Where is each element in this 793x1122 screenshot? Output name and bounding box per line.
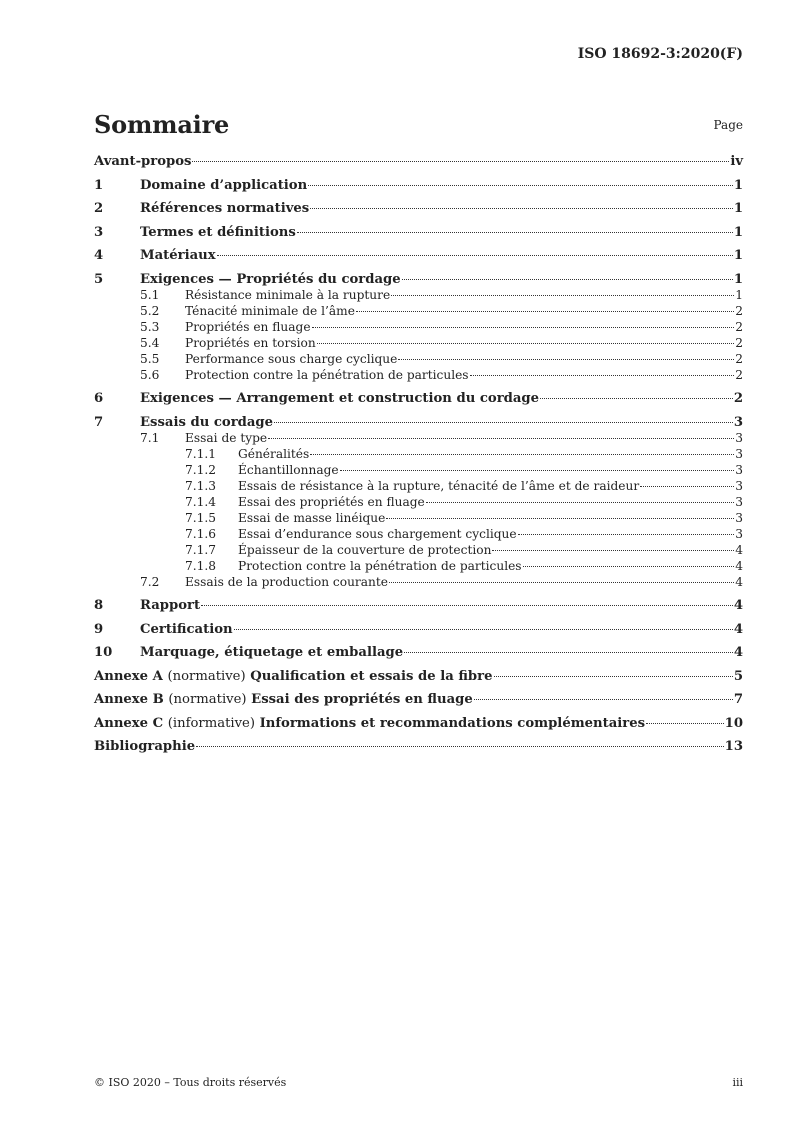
dot-leader bbox=[297, 232, 733, 233]
toc-entry[interactable] bbox=[94, 447, 743, 463]
toc-entry-label: Échantillonnage bbox=[238, 462, 339, 477]
toc-entry-number: 8 bbox=[94, 598, 104, 613]
dot-leader bbox=[389, 582, 734, 583]
toc-entry[interactable] bbox=[94, 511, 743, 527]
dot-leader bbox=[646, 723, 724, 724]
document-code: ISO 18692-3:2020(F) bbox=[577, 46, 743, 62]
toc-entry-number: 5.5 bbox=[140, 351, 160, 366]
toc-entry[interactable] bbox=[94, 739, 743, 755]
dot-leader bbox=[217, 255, 733, 256]
toc-entry-number: 3 bbox=[94, 224, 104, 240]
toc-entry-label: Essai des propriétés en fluage bbox=[238, 494, 425, 509]
toc-entry[interactable] bbox=[94, 336, 743, 352]
dot-leader bbox=[470, 375, 735, 376]
toc-entry[interactable] bbox=[94, 716, 743, 732]
page-column-label: Page bbox=[713, 118, 743, 132]
toc-entry-page: 4 bbox=[733, 621, 743, 637]
toc-entry-label bbox=[94, 692, 473, 707]
dot-leader bbox=[523, 566, 735, 567]
toc-entry-page: 4 bbox=[733, 598, 743, 613]
toc-entry-number: 6 bbox=[94, 391, 104, 406]
dot-leader bbox=[312, 327, 735, 328]
toc-entry[interactable] bbox=[94, 288, 743, 304]
table-of-contents bbox=[94, 154, 743, 755]
toc-entry-number: 5.4 bbox=[140, 335, 160, 350]
toc-entry-page: 7 bbox=[733, 692, 743, 707]
toc-entry[interactable] bbox=[94, 543, 743, 559]
toc-entry-number: 7.1 bbox=[140, 430, 160, 445]
toc-entry-number: 7.1.7 bbox=[185, 542, 217, 557]
dot-leader bbox=[356, 311, 734, 312]
toc-entry[interactable] bbox=[94, 527, 743, 543]
annex-title: Informations et recommandations complémentaires bbox=[259, 715, 646, 731]
dot-leader bbox=[192, 161, 729, 162]
dot-leader bbox=[196, 746, 724, 747]
toc-entry[interactable] bbox=[94, 368, 743, 384]
toc-entry-label: Essais de résistance à la rupture, ténacité de l’âme et de raideur bbox=[238, 478, 640, 493]
toc-entry-label bbox=[94, 669, 493, 684]
dot-leader bbox=[404, 652, 733, 653]
toc-entry-page: iv bbox=[730, 154, 743, 169]
toc-entry[interactable] bbox=[94, 598, 743, 614]
toc-entry-label: Marquage, étiquetage et emballage bbox=[140, 645, 404, 660]
toc-entry-label: Généralités bbox=[238, 446, 310, 461]
toc-entry-number: 2 bbox=[94, 201, 104, 216]
toc-entry-page: 1 bbox=[735, 287, 743, 302]
toc-entry-label: Propriétés en fluage bbox=[185, 319, 311, 334]
dot-leader bbox=[494, 676, 733, 677]
dot-leader bbox=[426, 502, 735, 503]
toc-entry-number: 7.1.4 bbox=[185, 494, 217, 509]
toc-entry[interactable] bbox=[94, 352, 743, 368]
toc-entry-number: 7.1.1 bbox=[185, 446, 217, 461]
toc-entry[interactable] bbox=[94, 415, 743, 431]
toc-entry[interactable] bbox=[94, 495, 743, 511]
toc-entry-label: Résistance minimale à la rupture bbox=[185, 287, 391, 302]
toc-entry[interactable] bbox=[94, 201, 743, 217]
toc-entry[interactable] bbox=[94, 272, 743, 288]
dot-leader bbox=[310, 208, 733, 209]
toc-entry-label: Exigences — Arrangement et construction du cordage bbox=[140, 391, 540, 406]
toc-entry-number: 5.3 bbox=[140, 319, 160, 334]
dot-leader bbox=[398, 359, 734, 360]
toc-entry-page: 2 bbox=[735, 367, 743, 382]
toc-entry-page: 4 bbox=[733, 645, 743, 660]
annex-title: Essai des propriétés en fluage bbox=[251, 692, 473, 707]
annex-type: (normative) bbox=[168, 692, 247, 707]
toc-entry-page: 3 bbox=[735, 510, 743, 525]
toc-entry-number: 7.1.6 bbox=[185, 526, 217, 541]
toc-entry[interactable] bbox=[94, 559, 743, 575]
toc-entry-number: 5.2 bbox=[140, 303, 160, 318]
toc-entry[interactable] bbox=[94, 622, 743, 638]
toc-entry-page: 1 bbox=[733, 201, 743, 216]
toc-entry-label: Rapport bbox=[140, 598, 201, 613]
toc-entry-page: 2 bbox=[735, 319, 743, 334]
toc-entry-label: Avant-propos bbox=[94, 154, 192, 169]
toc-entry-number: 4 bbox=[94, 248, 104, 263]
toc-entry[interactable] bbox=[94, 304, 743, 320]
footer-page-number: iii bbox=[732, 1076, 743, 1089]
toc-entry-page: 3 bbox=[735, 430, 743, 445]
toc-entry-label: Protection contre la pénétration de particules bbox=[238, 558, 522, 573]
toc-entry[interactable] bbox=[94, 669, 743, 685]
toc-entry-page: 3 bbox=[735, 494, 743, 509]
toc-entry-label: Performance sous charge cyclique bbox=[185, 351, 398, 366]
toc-entry-number: 5.6 bbox=[140, 367, 160, 382]
toc-entry-page: 13 bbox=[724, 739, 743, 754]
dot-leader bbox=[474, 699, 733, 700]
toc-entry[interactable] bbox=[94, 154, 743, 170]
toc-entry-page: 3 bbox=[735, 462, 743, 477]
toc-entry-page: 3 bbox=[733, 414, 743, 430]
annex-id: Annexe B bbox=[94, 692, 164, 707]
toc-entry-label bbox=[94, 716, 645, 731]
annex-type: (normative) bbox=[167, 668, 246, 684]
toc-entry-page: 1 bbox=[733, 271, 743, 287]
dot-leader bbox=[340, 470, 735, 471]
dot-leader bbox=[492, 550, 734, 551]
page-title: Sommaire bbox=[94, 110, 230, 139]
toc-entry-page: 3 bbox=[735, 526, 743, 541]
toc-entry-label: Essais de la production courante bbox=[185, 574, 388, 589]
dot-leader bbox=[308, 185, 733, 186]
toc-entry-page: 1 bbox=[733, 248, 743, 263]
toc-entry[interactable] bbox=[94, 431, 743, 447]
toc-entry-label: Domaine d’application bbox=[140, 177, 308, 193]
toc-entry-page: 1 bbox=[733, 177, 743, 193]
toc-entry-page: 2 bbox=[733, 391, 743, 406]
toc-entry-label: Termes et définitions bbox=[140, 224, 296, 240]
toc-entry-page: 3 bbox=[735, 446, 743, 461]
toc-entry-label: Protection contre la pénétration de particules bbox=[185, 367, 469, 382]
toc-entry-label: Exigences — Propriétés du cordage bbox=[140, 271, 401, 287]
toc-entry-label: Essai d’endurance sous chargement cyclique bbox=[238, 526, 517, 541]
dot-leader bbox=[234, 629, 733, 630]
toc-entry-page: 1 bbox=[733, 224, 743, 240]
toc-entry-page: 4 bbox=[735, 574, 743, 589]
toc-entry-number: 7.1.8 bbox=[185, 558, 217, 573]
toc-entry-page: 2 bbox=[735, 351, 743, 366]
toc-entry[interactable] bbox=[94, 225, 743, 241]
toc-entry-page: 3 bbox=[735, 478, 743, 493]
toc-entry[interactable] bbox=[94, 463, 743, 479]
annex-id: Annexe C bbox=[94, 715, 164, 731]
toc-entry-label: Essai de type bbox=[185, 430, 268, 445]
toc-entry-page: 10 bbox=[724, 715, 743, 731]
dot-leader bbox=[201, 605, 733, 606]
toc-entry[interactable] bbox=[94, 248, 743, 264]
footer-copyright: © ISO 2020 – Tous droits réservés bbox=[94, 1076, 287, 1089]
toc-entry-number: 7.2 bbox=[140, 574, 160, 589]
annex-id: Annexe A bbox=[94, 668, 163, 684]
toc-entry[interactable] bbox=[94, 575, 743, 591]
toc-entry-number: 7 bbox=[94, 414, 104, 430]
toc-entry-page: 4 bbox=[735, 558, 743, 573]
toc-entry-page: 4 bbox=[735, 542, 743, 557]
annex-type: (informative) bbox=[167, 715, 255, 731]
toc-entry-label: Ténacité minimale de l’âme bbox=[185, 303, 355, 318]
toc-entry[interactable] bbox=[94, 391, 743, 407]
toc-entry-number: 7.1.2 bbox=[185, 462, 217, 477]
toc-entry[interactable] bbox=[94, 645, 743, 661]
toc-entry-number: 5.1 bbox=[140, 287, 160, 302]
toc-entry-number: 7.1.5 bbox=[185, 510, 217, 525]
toc-entry-number: 1 bbox=[94, 177, 104, 193]
toc-entry-label: Bibliographie bbox=[94, 739, 196, 754]
dot-leader bbox=[268, 438, 734, 439]
toc-entry-label: Essai de masse linéique bbox=[238, 510, 386, 525]
dot-leader bbox=[274, 422, 733, 423]
toc-entry-label: Essais du cordage bbox=[140, 414, 274, 430]
annex-title: Qualification et essais de la fibre bbox=[250, 668, 493, 684]
dot-leader bbox=[518, 534, 735, 535]
toc-entry-label: Références normatives bbox=[140, 201, 310, 216]
toc-entry[interactable] bbox=[94, 692, 743, 708]
toc-entry-number: 10 bbox=[94, 645, 113, 660]
toc-entry-label: Propriétés en torsion bbox=[185, 335, 316, 350]
toc-entry-page: 2 bbox=[735, 335, 743, 350]
toc-entry-label: Épaisseur de la couverture de protection bbox=[238, 542, 492, 557]
toc-entry-label: Certification bbox=[140, 621, 233, 637]
dot-leader bbox=[386, 518, 734, 519]
dot-leader bbox=[391, 295, 734, 296]
toc-entry-number: 5 bbox=[94, 271, 104, 287]
toc-entry-number: 9 bbox=[94, 621, 104, 637]
dot-leader bbox=[310, 454, 734, 455]
toc-entry[interactable] bbox=[94, 479, 743, 495]
dot-leader bbox=[640, 486, 734, 487]
dot-leader bbox=[402, 279, 733, 280]
toc-entry[interactable] bbox=[94, 320, 743, 336]
toc-entry-page: 2 bbox=[735, 303, 743, 318]
toc-entry[interactable] bbox=[94, 178, 743, 194]
dot-leader bbox=[317, 343, 735, 344]
toc-entry-number: 7.1.3 bbox=[185, 478, 217, 493]
toc-entry-page: 5 bbox=[733, 668, 743, 684]
dot-leader bbox=[540, 398, 733, 399]
toc-entry-label: Matériaux bbox=[140, 248, 216, 263]
